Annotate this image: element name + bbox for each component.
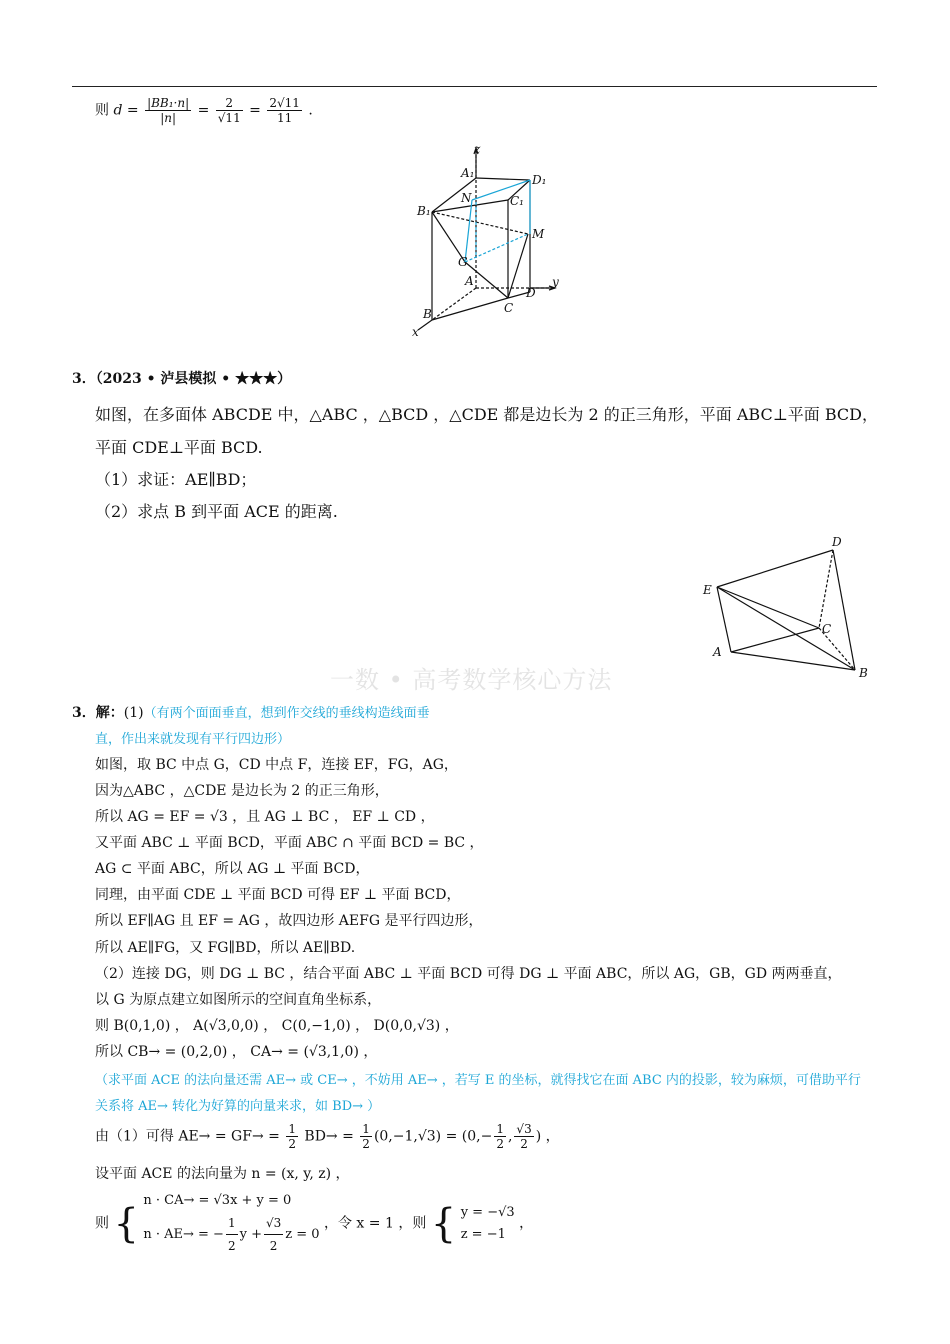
edge-ab-hidden	[432, 288, 476, 320]
solution-line-15	[95, 1190, 533, 1257]
edge-ng-blue	[465, 200, 472, 262]
formula-prefix: 则	[95, 102, 109, 119]
label-c: C	[504, 301, 514, 315]
watermark: 一数 • 高考数学核心方法	[330, 666, 613, 694]
system-brace-1: {	[113, 1200, 139, 1247]
half-den: 2	[288, 1137, 296, 1151]
edge-ea	[717, 587, 731, 652]
x-axis	[418, 320, 432, 330]
header-rule	[72, 86, 877, 87]
label-a: A	[713, 645, 722, 659]
solution-line-7: 所以 EF∥AG 且 EF = AG ，故四边形 AEFG 是平行四边形，	[95, 913, 483, 929]
solution-title: 3．解：	[72, 705, 124, 721]
problem-line-1: 如图，在多面体 ABCDE 中，△ABC ，△BCD ，△CDE 都是边长为 2 的正三角形，平面 ABC⊥平面 BCD，	[95, 405, 878, 424]
solution-line-14: 设平面 ACE 的法向量为 n = (x, y, z) ，	[95, 1166, 350, 1182]
solution-line-2: 因为△ABC ，△CDE 是边长为 2 的正三角形，	[95, 783, 389, 799]
edge-eb	[717, 587, 855, 670]
hint-2a: （求平面 ACE 的法向量还需 AE→ 或 CE→ ，不妨用 AE→ ，若写 E 的坐标，就得找它在面 ABC 内的投影，较为麻烦，可借助平行	[95, 1073, 861, 1088]
solution-line-9: （2）连接 DG，则 DG ⊥ BC ，结合平面 ABC ⊥ 平面 BCD 可得 DG ⊥ 平面 ABC，所以 AG，GB，GD 两两垂直，	[95, 966, 842, 982]
fraction-2-den: √11	[217, 111, 241, 125]
edge-dc	[819, 550, 833, 628]
equation-3: y = −√3	[460, 1204, 515, 1220]
fraction-2-num: 2	[216, 96, 243, 111]
l13-part-a: 由（1）可得 AE→ = GF→ =	[95, 1128, 280, 1145]
solution-line-8: 所以 AE∥FG，又 FG∥BD，所以 AE∥BD.	[95, 940, 356, 956]
problem-header: 3．（2023 • 泸县模拟 • ★★★）	[72, 371, 292, 387]
l15-prefix: 则	[95, 1215, 109, 1232]
sqrt3-num: √3	[516, 1122, 532, 1136]
eq2-half-den: 2	[227, 1239, 236, 1253]
l13-part-b: BD→ =	[304, 1128, 354, 1145]
label-b1: B₁	[417, 204, 431, 218]
solution-line-11: 则 B(0,1,0) ， A(√3,0,0) ， C(0,−1,0) ， D(0,0,√3) ，	[95, 1018, 459, 1034]
label-n: N	[461, 191, 472, 205]
solution-line-13	[95, 1122, 560, 1151]
label-m: M	[532, 227, 545, 241]
label-e: E	[703, 583, 712, 597]
hint-1a: （有两个面面垂直，想到作交线的垂线构造线面垂	[143, 706, 430, 721]
edge-bc	[432, 298, 508, 320]
problem-question-1: （1）求证：AE∥BD；	[95, 470, 257, 489]
eq2-half	[226, 1212, 238, 1257]
label-a1: A₁	[461, 166, 475, 180]
l13-part-d: ,	[507, 1128, 513, 1145]
edge-ab	[731, 652, 855, 670]
sqrt3-den: 2	[520, 1137, 528, 1151]
solution-line-10: 以 G 为原点建立如图所示的空间直角坐标系，	[95, 992, 382, 1008]
formula-end: .	[308, 102, 313, 119]
sqrt3-half-fraction	[514, 1122, 533, 1151]
fraction-1	[145, 96, 191, 125]
distance-formula: 则 d = $\frac{\text{|BB₁·n|}}{|n|}$ = $\frac{2}{√11}$ = $\frac{2√11}{11}$ .	[95, 96, 313, 125]
label-d1: D₁	[532, 173, 547, 187]
label-c1: C₁	[510, 194, 524, 208]
problem-line-2: 平面 CDE⊥平面 BCD.	[95, 438, 263, 457]
edge-b1m	[432, 212, 528, 234]
solution-header	[72, 702, 430, 722]
equation-2	[143, 1212, 319, 1257]
eq2-sqrt3-half	[264, 1212, 283, 1257]
solution-part-1: (1)	[123, 705, 144, 721]
edge-gm-blue	[465, 234, 528, 262]
eq2-c: z = 0	[285, 1227, 320, 1242]
label-x: x	[412, 325, 419, 339]
solution-line-5: AG ⊂ 平面 ABC，所以 AG ⊥ 平面 BCD，	[95, 861, 370, 877]
fraction-3	[267, 96, 302, 125]
edge-db	[833, 550, 855, 670]
problem-question-2: （2）求点 B 到平面 ACE 的距离.	[95, 502, 338, 521]
solution-line-4: 又平面 ABC ⊥ 平面 BCD，平面 ABC ∩ 平面 BCD = BC ，	[95, 835, 484, 851]
solution-line-3: 所以 AG = EF = √3 ，且 AG ⊥ BC ， EF ⊥ CD ，	[95, 809, 435, 825]
half-den-2: 2	[362, 1137, 370, 1151]
equation-4: z = −1	[460, 1226, 506, 1242]
label-b: B	[423, 307, 432, 321]
label-c: C	[822, 622, 832, 636]
edge-ed	[717, 550, 833, 587]
fraction-1-den: |n|	[160, 111, 177, 125]
equation-1: n · CA→ = √3x + y = 0	[143, 1193, 292, 1208]
equation-system-2	[461, 1202, 515, 1246]
half-num: 1	[288, 1122, 296, 1136]
eq2-sqrt3-num: √3	[264, 1212, 283, 1235]
eq2-sqrt3-den: 2	[269, 1239, 278, 1253]
half-num-3: 1	[496, 1122, 504, 1136]
fraction-2	[216, 96, 243, 125]
eq2-a: n · AE→ = −	[143, 1227, 224, 1242]
l13-part-c: (0,−1,√3) = (0,−	[373, 1128, 493, 1145]
eq2-half-num: 1	[226, 1212, 238, 1235]
half-fraction-3	[494, 1122, 506, 1151]
fraction-3-den: 11	[276, 111, 293, 125]
half-fraction-2	[360, 1122, 372, 1151]
fraction-1-num: |BB₁·n|	[147, 96, 190, 110]
l15-mid: ，令 x = 1 ，则	[323, 1215, 427, 1232]
formula-var: d	[113, 102, 123, 119]
label-a: A	[465, 274, 474, 288]
equation-system-1	[143, 1190, 319, 1257]
l15-end: ，	[519, 1215, 534, 1232]
label-b: B	[859, 666, 868, 680]
l13-part-e: ) ，	[535, 1128, 560, 1145]
edge-ec	[717, 587, 819, 628]
edge-a1d1	[476, 178, 530, 180]
label-g: G	[458, 255, 468, 269]
half-fraction	[286, 1122, 298, 1151]
hint-1b: 直，作出来就发现有平行四边形）	[95, 732, 291, 747]
label-z: z	[474, 142, 481, 156]
system-brace-2: {	[430, 1200, 457, 1247]
label-y: y	[552, 275, 559, 289]
solution-line-6: 同理，由平面 CDE ⊥ 平面 BCD 可得 EF ⊥ 平面 BCD，	[95, 887, 461, 903]
half-den-3: 2	[496, 1137, 504, 1151]
solution-line-1: 如图，取 BC 中点 G，CD 中点 F，连接 EF，FG，AG，	[95, 757, 458, 773]
solution-line-12: 所以 CB→ = (0,2,0) ， CA→ = (√3,1,0) ，	[95, 1044, 378, 1060]
label-d: D	[832, 535, 842, 549]
polyhedron-figure	[695, 532, 885, 682]
fraction-3-num: 2√11	[269, 96, 300, 110]
label-d: D	[526, 286, 536, 300]
hint-2b: 关系将 AE→ 转化为好算的向量来求，如 BD→ ）	[95, 1099, 381, 1114]
prism-figure	[410, 140, 570, 340]
half-num-2: 1	[362, 1122, 370, 1136]
eq2-b: y +	[239, 1227, 262, 1242]
